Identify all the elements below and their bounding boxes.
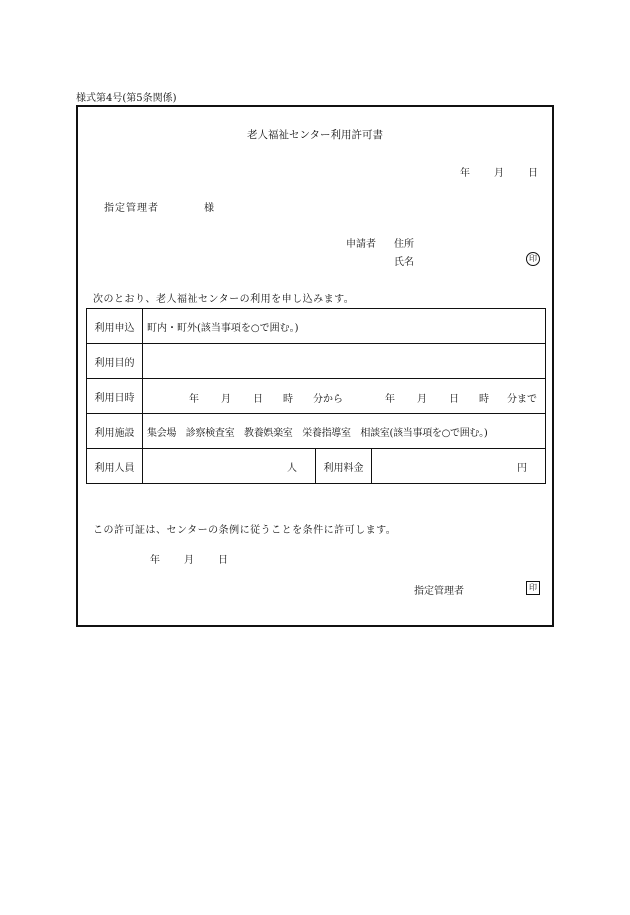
datetime-value [143, 379, 546, 414]
permit-date-month: 月 [184, 555, 194, 566]
application-table [86, 308, 546, 484]
to-year: 年 [385, 394, 395, 405]
from-day: 日 [253, 394, 263, 405]
fee-label: 利用料金 [316, 449, 372, 484]
application-value: 町内・町外(該当事項を○で囲む。) [143, 309, 546, 344]
table-row [87, 449, 546, 484]
table-row [87, 414, 546, 449]
to-minute: 分まで [507, 394, 537, 405]
table-row [87, 309, 546, 344]
form-title: 老人福祉センター利用許可書 [246, 129, 384, 141]
issue-date-year: 年 [460, 168, 470, 179]
purpose-value [143, 344, 546, 379]
table-row [87, 379, 546, 414]
datetime-label: 利用日時 [87, 379, 143, 414]
issue-date-month: 月 [494, 168, 504, 179]
people-label: 利用人員 [87, 449, 143, 484]
applicant-name-label: 氏名 [394, 257, 414, 268]
to-month: 月 [417, 394, 427, 405]
applicant-label: 申請者 [346, 239, 376, 250]
from-minute: 分から [313, 394, 343, 405]
fee-value: 円 [372, 449, 546, 484]
permit-date-year: 年 [150, 555, 160, 566]
from-year: 年 [189, 394, 199, 405]
permit-date-day: 日 [218, 555, 228, 566]
purpose-label: 利用目的 [87, 344, 143, 379]
from-month: 月 [221, 394, 231, 405]
application-label: 利用申込 [87, 309, 143, 344]
form-number: 様式第4号(第5条関係) [76, 93, 177, 104]
to-day: 日 [449, 394, 459, 405]
people-value: 人 [143, 449, 316, 484]
addressee-label: 指定管理者 [104, 203, 159, 214]
applicant-address-label: 住所 [394, 239, 414, 250]
intro-text: 次のとおり、老人福祉センターの利用を申し込みます。 [93, 294, 355, 305]
to-hour: 時 [479, 394, 489, 405]
facilities-value: 集会場 診察検査室 教養娯楽室 栄養指導室 相談室(該当事項を○で囲む。) [143, 414, 546, 449]
issue-date-day: 日 [528, 168, 538, 179]
addressee-honorific: 様 [204, 203, 214, 214]
signatory-seal-icon: 印 [526, 581, 540, 595]
table-row [87, 344, 546, 379]
signatory-label: 指定管理者 [414, 586, 464, 597]
permit-text: この許可証は、センターの条例に従うことを条件に許可します。 [93, 525, 397, 536]
facilities-label: 利用施設 [87, 414, 143, 449]
applicant-seal-icon: 印 [526, 252, 540, 266]
from-hour: 時 [283, 394, 293, 405]
